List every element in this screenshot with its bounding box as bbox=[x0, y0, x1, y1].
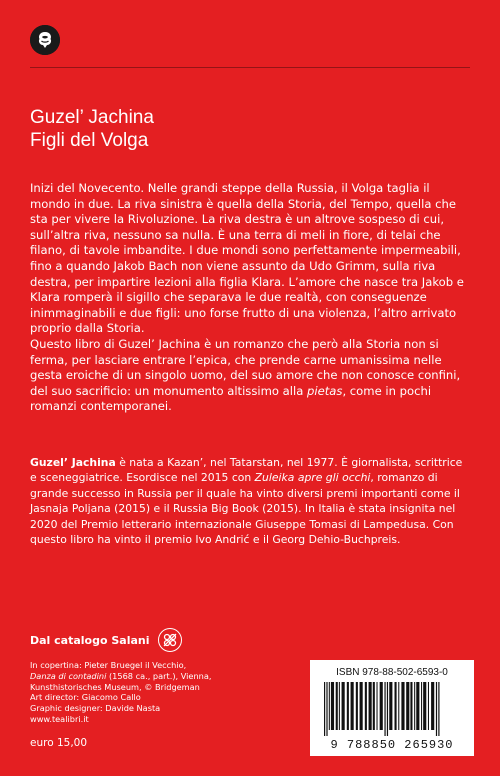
catalog-label: Dal catalogo Salani bbox=[30, 633, 150, 647]
synopsis-p2-end: , come in pochi romanzi contemporanei. bbox=[30, 383, 432, 414]
bio-text-1: è nata a Kazan’, nel Tatarstan, nel 1977. È giornalista, scrittrice e sceneggiatrice. Esordisce nel 2015 con bbox=[30, 456, 463, 485]
price: euro 15,00 bbox=[30, 737, 88, 749]
credits-artwork-details: (1568 ca., part.), Vienna, bbox=[106, 670, 212, 681]
credits-line-3: Kunsthistorisches Museum, © Bridgeman bbox=[30, 681, 200, 692]
barcode-digits: 9 788850 265930 bbox=[330, 738, 454, 752]
bio-author-name: Guzel’ Jachina bbox=[30, 456, 116, 469]
synopsis bbox=[30, 181, 470, 415]
publisher-website: www.tealibri.it bbox=[30, 713, 89, 724]
book-title: Figli del Volga bbox=[30, 130, 149, 151]
bio-text-2: , romanzo di grande successo in Russia per il quale ha vinto diversi premi importanti come il Jasnaja Poljana (2015) e il Russia Big Book (2015). In Italia è stata insignita nel 2020 del Premio letterario internazionale Giuseppe Tomasi di Lampedusa. Con questo libro ha vinto il premio Ivo Andrić e il Georg Dehio-Buchpreis. bbox=[30, 471, 460, 547]
isbn-barcode-box bbox=[310, 660, 474, 756]
top-divider bbox=[30, 67, 470, 68]
credits-artwork-title: Danza di contadini bbox=[30, 670, 107, 681]
barcode bbox=[320, 682, 464, 736]
credits-line-2 bbox=[30, 671, 290, 682]
catalog-section bbox=[30, 628, 182, 652]
author-bio bbox=[30, 455, 470, 547]
isbn-label: ISBN 978-88-502-6593-0 bbox=[336, 667, 448, 678]
synopsis-p2-italic: pietas bbox=[307, 383, 343, 398]
synopsis-p2-text: Questo libro di Guzel’ Jachina è un romanzo che però alla Storia non si ferma, per lasciare entrare l’epica, che prende carne umanissima nelle gesta eroiche di un singolo uomo, del suo amore che non conosce confini, del suo sacrificio: un monumento altissimo alla bbox=[30, 336, 461, 398]
cover-credits bbox=[30, 660, 290, 725]
author-heading: Guzel’ Jachina bbox=[30, 107, 154, 128]
synopsis-paragraph-1: Inizi del Novecento. Nelle grandi steppe della Russia, il Volga taglia il mondo in due. La riva sinistra è quella della Storia, del Tempo, quella che sta per vivere la Rivoluzione. La riva destra è un altrove sospeso di cui, sull’altra riva, nessuno sa nulla. È una terra di meli in fiore, di telai che filano, di tavole imbandite. I due mondi sono perfettamente impermeabili, fino a quando Jakob Bach non viene assunto da Udo Grimm, sulla riva destra, per impartire lezioni alla figlia Klara. L’amore che nasce tra Jakob e Klara romperà il sigillo che separava le due realtà, con conseguenze inimmaginabili e due figli: uno forse frutto di una violenza, l’altro arrivato proprio dalla Storia. bbox=[30, 181, 464, 336]
publisher-rose-logo-icon bbox=[30, 25, 60, 55]
bio-book-title: Zuleika apre gli occhi bbox=[254, 471, 371, 485]
credits-art-director: Art director: Giacomo Callo bbox=[30, 692, 141, 703]
bio-paragraph bbox=[30, 455, 470, 547]
synopsis-paragraph-2 bbox=[30, 337, 470, 415]
credits-line-1: In copertina: Pieter Bruegel il Vecchio, bbox=[30, 660, 187, 670]
salani-catalog-icon bbox=[158, 628, 182, 652]
credits-graphic-designer: Graphic designer: Davide Nasta bbox=[30, 703, 161, 714]
